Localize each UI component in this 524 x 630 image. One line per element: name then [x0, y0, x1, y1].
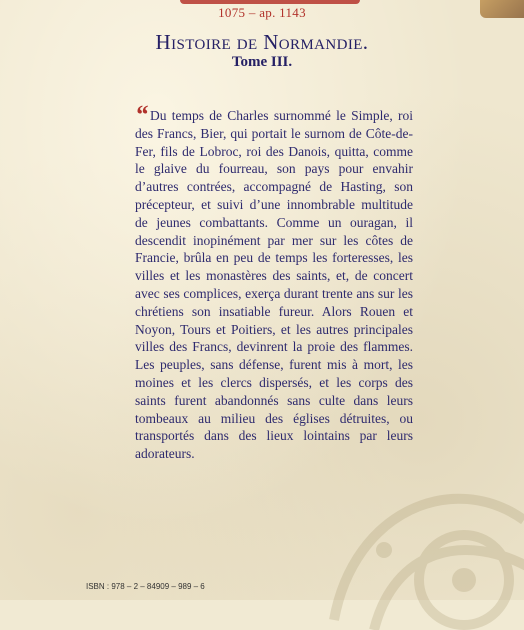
volume-label: Tome III.: [231, 54, 293, 70]
author-dates: 1075 – ap. 1143: [218, 5, 306, 20]
passage-text: Du temps de Charles surnommé le Simple, roi des Francs, Bier, qui portait le surnom de Côte-de-Fer, fils de Lobroc, roi des Danois, quitta, comme le glaive du fourreau, son pays pour envahir d’autres contrées, accompagné de Hasting, son précepteur, et suivi d’une innombrable multitude de jeunes combattants. Comme un ouragan, il descendit inopinément par mer sur les côtes de Francie, brûla en peu de temps les forteresses, les villes et les monastères des saints, et, de concert avec ses complices, exerça durant trente ans sur les chrétiens son insatiable fureur. Alors Rouen et Noyon, Tours et Poitiers, et les autres principales villes des Francs, devinrent la proie des flammes. Les peuples, sans défense, furent mis à mort, les moines et les clercs dispersés, et les corps des saints furent abandonnés sans culte dans leurs tombeaux au milieu des églises détruites, ou transportés dans des lieux lointains par leurs adorateurs.: [135, 108, 413, 462]
isbn-number: ISBN : 978 – 2 – 84909 – 989 – 6: [86, 582, 205, 591]
opening-quote-mark: “: [135, 100, 148, 129]
quote-passage: [135, 100, 413, 463]
book-title: Histoire de Normandie.: [155, 30, 369, 54]
top-banner-edge: [180, 0, 360, 4]
